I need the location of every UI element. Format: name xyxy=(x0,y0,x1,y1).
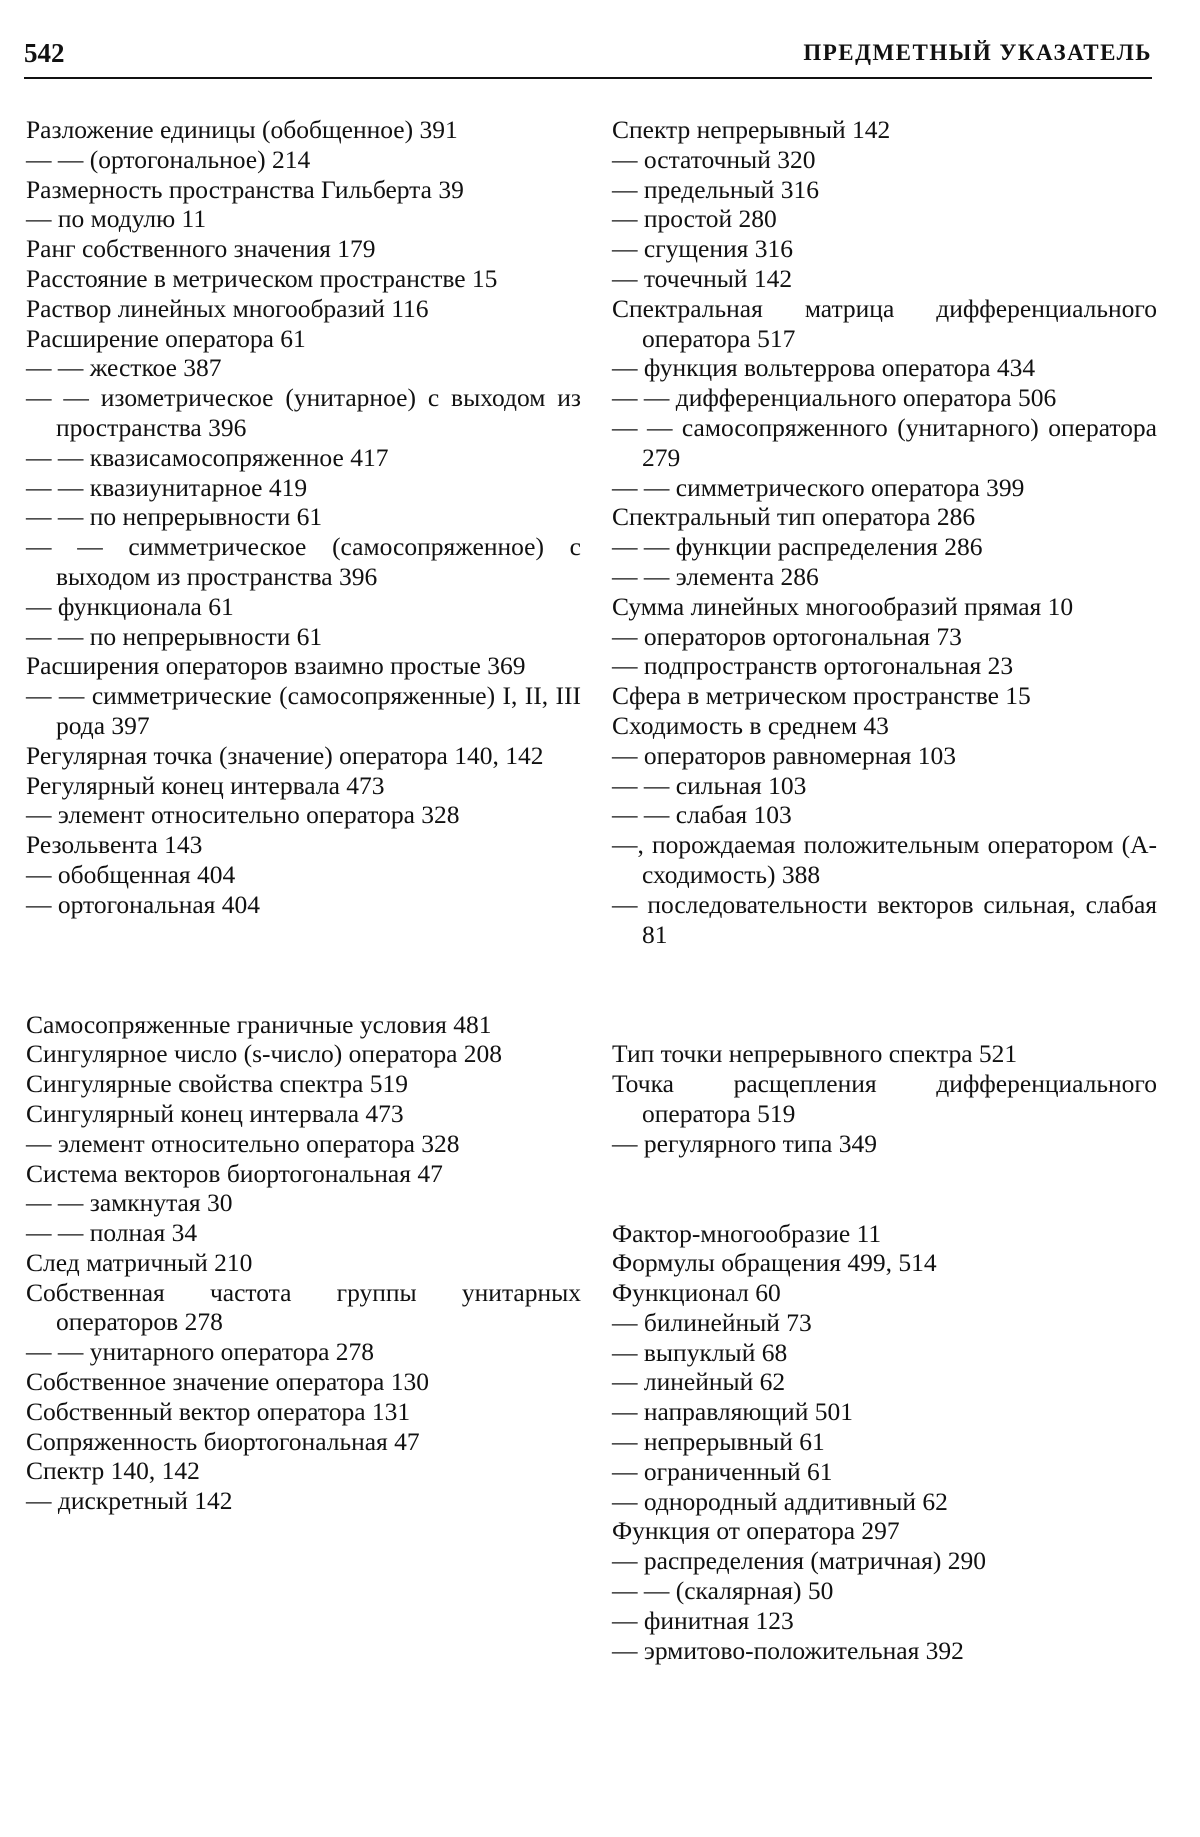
index-entry: — — квазисамосопряженное 417 xyxy=(26,442,389,472)
index-entry: — — слабая 103 xyxy=(612,800,792,830)
section-gap xyxy=(26,920,581,1010)
index-entry: — билинейный 73 xyxy=(612,1307,812,1337)
index-entry: Собственное значение оператора 130 xyxy=(26,1367,429,1397)
index-entry: Разложение единицы (обобщенное) 391 xyxy=(26,115,458,144)
index-entry: Расстояние в метрическом пространстве 15 xyxy=(26,263,498,293)
index-entry: — обобщенная 404 xyxy=(26,859,236,889)
index-entry: — ограниченный 61 xyxy=(612,1456,833,1486)
index-entry: Точка расщепления дифференциального оператора 519 xyxy=(612,1069,1157,1128)
index-entry: След матричный 210 xyxy=(26,1247,253,1277)
index-entry: — — самосопряженного (унитарного) оператора 279 xyxy=(612,412,1157,472)
index-entry: Спектр непрерывный 142 xyxy=(612,115,891,144)
index-column-right xyxy=(612,115,1157,1665)
index-entry: Резольвента 143 xyxy=(26,830,203,860)
page-number: 542 xyxy=(24,38,65,68)
index-entry: Расширения операторов взаимно простые 369 xyxy=(26,651,526,681)
index-entry: — — полная 34 xyxy=(26,1218,198,1248)
index-entry: — элемент относительно оператора 328 xyxy=(26,1128,460,1158)
index-entry: Спектральная матрица дифференциального оператора 517 xyxy=(612,293,1157,353)
index-entry: — — квазиунитарное 419 xyxy=(26,472,308,502)
index-entry: Регулярный конец интервала 473 xyxy=(26,770,385,800)
index-entry: — элемент относительно оператора 328 xyxy=(26,800,460,830)
index-entry: — сгущения 316 xyxy=(612,234,794,264)
index-entry: — — (скалярная) 50 xyxy=(612,1576,834,1606)
index-entry: Функционал 60 xyxy=(612,1278,781,1308)
index-entry: Расширение оператора 61 xyxy=(26,323,306,353)
index-entry: — — элемента 286 xyxy=(612,561,819,591)
index-entry: Ранг собственного значения 179 xyxy=(26,234,376,264)
index-entry: — линейный 62 xyxy=(612,1367,786,1397)
index-entry: — — замкнутая 30 xyxy=(26,1188,233,1218)
index-entry: — остаточный 320 xyxy=(612,144,816,174)
section-gap xyxy=(612,949,1157,1039)
index-entry: Сингулярное число (s-число) оператора 208 xyxy=(26,1039,503,1069)
index-entry: — точечный 142 xyxy=(612,263,793,293)
index-entry: — непрерывный 61 xyxy=(612,1427,825,1457)
index-entry: Сингулярные свойства спектра 519 xyxy=(26,1069,408,1099)
index-entry: Раствор линейных многообразий 116 xyxy=(26,293,429,323)
index-entry: Тип точки непрерывного спектра 521 xyxy=(612,1039,1018,1069)
index-column-left xyxy=(26,115,581,1516)
index-entry: Собственная частота группы унитарных операторов 278 xyxy=(26,1277,581,1337)
running-title: ПРЕДМЕТНЫЙ УКАЗАТЕЛЬ xyxy=(803,40,1152,65)
index-entry: — функционала 61 xyxy=(26,591,234,621)
index-entry: Функция от оператора 297 xyxy=(612,1516,900,1546)
index-entry: — простой 280 xyxy=(612,204,777,234)
index-entry: — однородный аддитивный 62 xyxy=(612,1486,948,1516)
index-entry: Сумма линейных многообразий прямая 10 xyxy=(612,591,1074,621)
index-entry: Сопряженность биортогональная 47 xyxy=(26,1426,420,1456)
page-header xyxy=(24,38,1152,78)
index-entry: Сфера в метрическом пространстве 15 xyxy=(612,681,1031,711)
index-entry: —, порождаемая положительным оператором (A-сходимость) 388 xyxy=(612,830,1157,889)
index-entry: — распределения (матричная) 290 xyxy=(612,1546,986,1576)
index-entry: — — сильная 103 xyxy=(612,770,807,800)
index-entry: — — унитарного оператора 278 xyxy=(26,1337,375,1367)
index-entry: Регулярная точка (значение) оператора 140, 142 xyxy=(26,740,544,770)
section-gap xyxy=(612,1159,1157,1219)
index-entry: — — симметрические (самосопряженные) I, II, III рода 397 xyxy=(26,681,581,740)
index-entry: — регулярного типа 349 xyxy=(612,1128,877,1158)
index-entry: Собственный вектор оператора 131 xyxy=(26,1396,411,1426)
index-entry: — операторов ортогональная 73 xyxy=(612,621,962,651)
index-entry: — подпространств ортогональная 23 xyxy=(612,651,1014,681)
index-entry: Спектр 140, 142 xyxy=(26,1456,200,1486)
index-entry: — — симметрическое (самосопряженное) с выходом из пространства 396 xyxy=(26,532,581,591)
index-entry: — — дифференциального оператора 506 xyxy=(612,383,1057,413)
index-entry: — — симметрического оператора 399 xyxy=(612,472,1025,502)
index-entry: Спектральный тип оператора 286 xyxy=(612,502,976,532)
index-entry: Самосопряженные граничные условия 481 xyxy=(26,1009,492,1039)
index-entry: — последовательности векторов сильная, слабая 81 xyxy=(612,889,1157,949)
index-entry: Размерность пространства Гильберта 39 xyxy=(26,174,464,204)
index-entry: — ортогональная 404 xyxy=(26,889,261,919)
index-entry: Фактор-многообразие 11 xyxy=(612,1218,882,1248)
index-entry: — выпуклый 68 xyxy=(612,1337,788,1367)
index-entry: — эрмитово-положительная 392 xyxy=(612,1635,964,1665)
header-rule xyxy=(24,77,1152,79)
index-entry: — — по непрерывности 61 xyxy=(26,502,323,532)
index-entry: — направляющий 501 xyxy=(612,1397,853,1427)
index-entry: Система векторов биортогональная 47 xyxy=(26,1158,443,1188)
index-entry: — — жесткое 387 xyxy=(26,353,222,383)
index-entry: — — изометрическое (унитарное) с выходом из пространства 396 xyxy=(26,383,581,442)
index-entry: Формулы обращения 499, 514 xyxy=(612,1248,937,1278)
index-entry: — предельный 316 xyxy=(612,174,819,204)
index-entry: Сходимость в среднем 43 xyxy=(612,710,889,740)
index-entry: — финитная 123 xyxy=(612,1605,794,1635)
index-entry: — — (ортогональное) 214 xyxy=(26,144,311,174)
index-entry: — операторов равномерная 103 xyxy=(612,740,957,770)
index-entry: — дискретный 142 xyxy=(26,1486,233,1516)
index-entry: — функция вольтеррова оператора 434 xyxy=(612,353,1036,383)
index-entry: — — функции распределения 286 xyxy=(612,532,983,562)
index-entry: — — по непрерывности 61 xyxy=(26,621,323,651)
index-entry: Сингулярный конец интервала 473 xyxy=(26,1098,404,1128)
index-entry: — по модулю 11 xyxy=(26,204,207,234)
